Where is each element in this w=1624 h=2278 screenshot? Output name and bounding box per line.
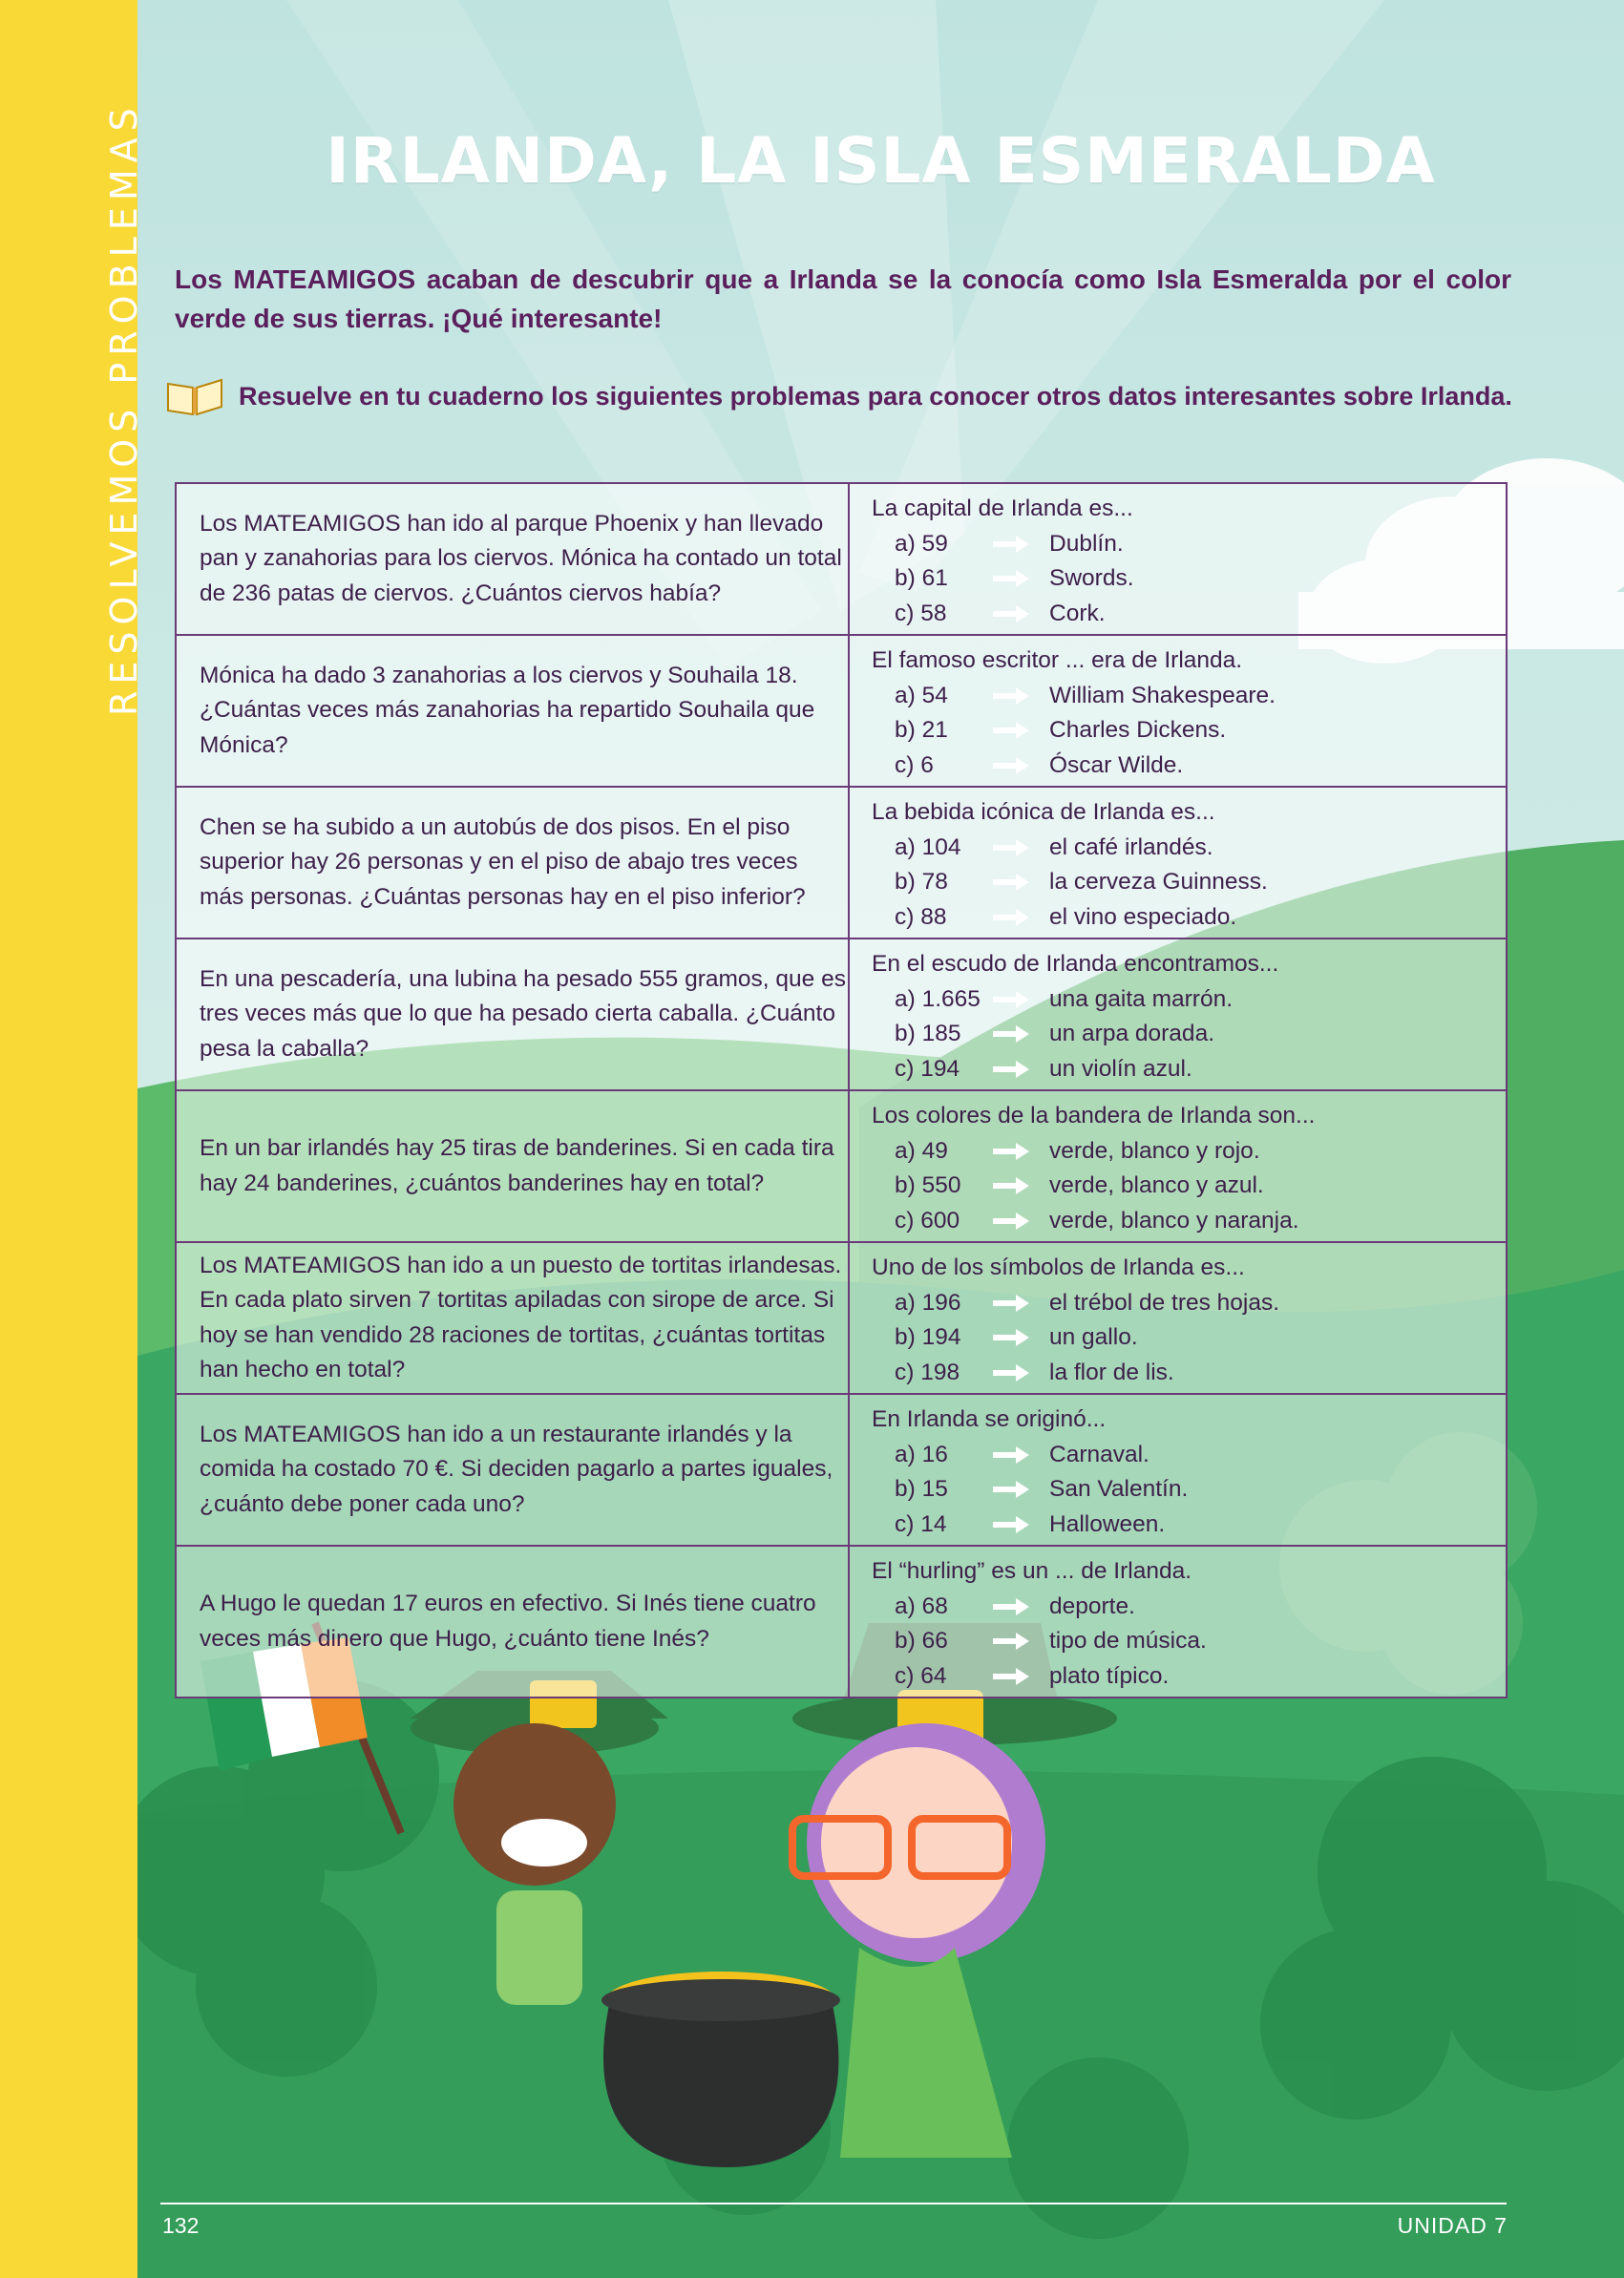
option-row xyxy=(872,1356,1506,1391)
arrow-right-icon xyxy=(991,1294,1031,1313)
option-key: a) 196 xyxy=(895,1289,961,1316)
unit-label: UNIDAD 7 xyxy=(1397,2213,1508,2238)
arrow-right-icon xyxy=(991,1142,1031,1161)
arrow-right-icon xyxy=(991,604,1031,623)
option-key: a) 59 xyxy=(895,530,948,557)
option-key: b) 550 xyxy=(895,1172,961,1198)
problems-table xyxy=(175,482,1508,1698)
options-cell xyxy=(849,787,1507,939)
problem-text: Mónica ha dado 3 zanahorias a los ciervos y Souhaila 18. ¿Cuántas veces más zanahorias ha repartido Souhaila que Mónica? xyxy=(200,662,815,758)
option-answer: San Valentín. xyxy=(1049,1476,1189,1502)
option-key: b) 21 xyxy=(895,717,948,743)
arrow-right-icon xyxy=(991,1060,1031,1079)
option-row xyxy=(872,527,1506,562)
problem-cell xyxy=(176,1394,849,1546)
option-key: c) 6 xyxy=(895,751,934,778)
table-row xyxy=(176,1242,1507,1394)
arrow-right-icon xyxy=(991,721,1031,740)
option-row xyxy=(872,865,1506,900)
option-answer: el trébol de tres hojas. xyxy=(1049,1289,1280,1316)
arrow-right-icon xyxy=(991,1024,1031,1044)
options-cell xyxy=(849,939,1507,1090)
option-answer: Dublín. xyxy=(1049,530,1124,557)
problem-cell xyxy=(176,939,849,1090)
option-answer: la flor de lis. xyxy=(1049,1359,1174,1385)
table-row xyxy=(176,483,1507,635)
option-row xyxy=(872,561,1506,597)
problem-cell xyxy=(176,787,849,939)
problem-text: En una pescadería, una lubina ha pesado 555 gramos, que es tres veces más que lo que ha pesado cierta caballa. ¿Cuánto pesa la caballa? xyxy=(200,965,846,1062)
option-key: c) 58 xyxy=(895,600,947,626)
problem-text: Los MATEAMIGOS han ido al parque Phoenix y han llevado pan y zanahorias para los ciervos. Mónica ha contado un total de 236 patas de ciervos. ¿Cuántos ciervos había? xyxy=(200,510,842,606)
options-cell xyxy=(849,1090,1507,1242)
arrow-right-icon xyxy=(991,990,1031,1009)
option-row xyxy=(872,1472,1506,1508)
option-key: c) 198 xyxy=(895,1359,960,1385)
fact-header: El famoso escritor ... era de Irlanda. xyxy=(872,647,1243,673)
option-answer: la cerveza Guinness. xyxy=(1049,869,1268,895)
option-answer: verde, blanco y azul. xyxy=(1049,1172,1264,1198)
option-answer: verde, blanco y naranja. xyxy=(1049,1207,1299,1234)
arrow-right-icon xyxy=(991,908,1031,927)
option-key: a) 49 xyxy=(895,1137,948,1164)
option-answer: plato típico. xyxy=(1049,1662,1170,1689)
page-number: 132 xyxy=(162,2213,200,2238)
options-cell xyxy=(849,1546,1507,1698)
arrow-right-icon xyxy=(991,569,1031,588)
arrow-right-icon xyxy=(991,1328,1031,1347)
option-row xyxy=(872,1624,1506,1659)
option-answer: Swords. xyxy=(1049,565,1134,591)
option-row xyxy=(872,982,1506,1018)
problem-text: A Hugo le quedan 17 euros en efectivo. Si Inés tiene cuatro veces más dinero que Hugo, ¿cuánto tiene Inés? xyxy=(200,1591,816,1652)
option-row xyxy=(872,1438,1506,1473)
option-key: b) 185 xyxy=(895,1021,961,1046)
option-key: c) 600 xyxy=(895,1207,960,1234)
option-answer: Carnaval. xyxy=(1049,1441,1149,1467)
arrow-right-icon xyxy=(991,756,1031,775)
options-cell xyxy=(849,483,1507,635)
option-answer: el café irlandés. xyxy=(1049,833,1213,860)
arrow-right-icon xyxy=(991,873,1031,892)
option-row xyxy=(872,1169,1506,1204)
problem-cell xyxy=(176,1090,849,1242)
option-answer: tipo de música. xyxy=(1049,1628,1207,1654)
problem-cell xyxy=(176,1242,849,1394)
option-answer: deporte. xyxy=(1049,1592,1135,1619)
option-key: c) 64 xyxy=(895,1662,947,1689)
option-key: c) 14 xyxy=(895,1510,947,1537)
arrow-right-icon xyxy=(991,1363,1031,1382)
fact-header: Uno de los símbolos de Irlanda es... xyxy=(872,1255,1245,1280)
book-icon xyxy=(164,374,225,418)
problem-cell xyxy=(176,1546,849,1698)
option-row xyxy=(872,1134,1506,1170)
option-key: a) 16 xyxy=(895,1441,948,1467)
fact-header: En el escudo de Irlanda encontramos... xyxy=(872,951,1279,977)
fact-header: La capital de Irlanda es... xyxy=(872,496,1133,521)
option-row xyxy=(872,597,1506,632)
pot-of-gold xyxy=(601,1972,840,2167)
footer-divider xyxy=(160,2203,1507,2204)
option-answer: un gallo. xyxy=(1049,1324,1138,1350)
arrow-right-icon xyxy=(991,838,1031,857)
problem-text: Los MATEAMIGOS han ido a un puesto de tortitas irlandesas. En cada plato sirven 7 tortitas apiladas con sirope de arce. Si hoy se han vendido 28 raciones de tortitas, ¿cuántas tortitas han hecho en total? xyxy=(200,1252,842,1382)
option-row xyxy=(872,1052,1506,1087)
fact-header: Los colores de la bandera de Irlanda son... xyxy=(872,1103,1316,1128)
arrow-right-icon xyxy=(991,1176,1031,1195)
arrow-right-icon xyxy=(991,1212,1031,1231)
arrow-right-icon xyxy=(991,1632,1031,1651)
fact-header: El “hurling” es un ... de Irlanda. xyxy=(872,1558,1192,1584)
option-key: b) 78 xyxy=(895,869,948,895)
options-cell xyxy=(849,635,1507,787)
option-answer: Cork. xyxy=(1049,600,1106,626)
instruction-text: Resuelve en tu cuaderno los siguientes problemas para conocer otros datos interesantes sobre Irlanda. xyxy=(239,381,1512,411)
options-cell xyxy=(849,1242,1507,1394)
option-answer: un violín azul. xyxy=(1049,1055,1192,1082)
problem-text: Los MATEAMIGOS han ido a un restaurante irlandés y la comida ha costado 70 €. Si deciden pagarlo a partes iguales, ¿cuánto debe poner cada uno? xyxy=(200,1421,833,1517)
arrow-right-icon xyxy=(991,1445,1031,1465)
arrow-right-icon xyxy=(991,1597,1031,1616)
table-row xyxy=(176,1546,1507,1698)
table-row xyxy=(176,1090,1507,1242)
fact-header: La bebida icónica de Irlanda es... xyxy=(872,799,1215,825)
table-row xyxy=(176,635,1507,787)
option-answer: William Shakespeare. xyxy=(1049,682,1276,708)
problem-text: Chen se ha subido a un autobús de dos pisos. En el piso superior hay 26 personas y en el piso de abajo tres veces más personas. ¿Cuántas personas hay en el piso inferior? xyxy=(200,813,806,910)
problem-text: En un bar irlandés hay 25 tiras de banderines. Si en cada tira hay 24 banderines, ¿cuántos banderines hay en total? xyxy=(200,1135,834,1196)
option-key: b) 66 xyxy=(895,1628,948,1654)
problem-cell xyxy=(176,483,849,635)
option-row xyxy=(872,1659,1506,1695)
option-key: a) 104 xyxy=(895,833,961,860)
option-answer: Halloween. xyxy=(1049,1510,1166,1537)
option-answer: verde, blanco y rojo. xyxy=(1049,1137,1260,1164)
arrow-right-icon xyxy=(991,535,1031,554)
option-row xyxy=(872,831,1506,866)
table-row xyxy=(176,1394,1507,1546)
option-answer: Óscar Wilde. xyxy=(1049,751,1184,778)
option-key: b) 61 xyxy=(895,565,948,591)
option-key: a) 54 xyxy=(895,682,948,708)
option-row xyxy=(872,749,1506,784)
options-cell xyxy=(849,1394,1507,1546)
option-answer: un arpa dorada. xyxy=(1049,1021,1214,1046)
option-row xyxy=(872,1508,1506,1543)
instruction xyxy=(164,374,1520,418)
arrow-right-icon xyxy=(991,686,1031,706)
option-row xyxy=(872,1204,1506,1239)
option-key: c) 88 xyxy=(895,903,947,930)
option-key: a) 1.665 xyxy=(895,985,981,1012)
option-row xyxy=(872,713,1506,749)
arrow-right-icon xyxy=(991,1480,1031,1499)
option-answer: el vino especiado. xyxy=(1049,903,1237,930)
option-row xyxy=(872,1590,1506,1625)
option-row xyxy=(872,1286,1506,1321)
option-row xyxy=(872,1320,1506,1356)
option-answer: una gaita marrón. xyxy=(1049,985,1234,1012)
option-key: c) 194 xyxy=(895,1055,960,1082)
option-row xyxy=(872,1017,1506,1052)
option-key: a) 68 xyxy=(895,1592,948,1619)
problem-cell xyxy=(176,635,849,787)
option-answer: Charles Dickens. xyxy=(1049,717,1227,743)
arrow-right-icon xyxy=(991,1515,1031,1534)
sidebar-label: RESOLVEMOS PROBLEMAS xyxy=(103,101,145,716)
option-row xyxy=(872,679,1506,714)
page-title: IRLANDA, LA ISLA ESMERALDA xyxy=(326,124,1436,198)
table-row xyxy=(176,787,1507,939)
table-row xyxy=(176,939,1507,1090)
fact-header: En Irlanda se originó... xyxy=(872,1406,1107,1432)
option-key: b) 15 xyxy=(895,1476,948,1502)
option-key: b) 194 xyxy=(895,1324,961,1350)
arrow-right-icon xyxy=(991,1667,1031,1686)
intro-text: Los MATEAMIGOS acaban de descubrir que a Irlanda se la conocía como Isla Esmeralda por el color verde de sus tierras. ¡Qué interesante! xyxy=(175,264,1511,333)
option-row xyxy=(872,900,1506,936)
